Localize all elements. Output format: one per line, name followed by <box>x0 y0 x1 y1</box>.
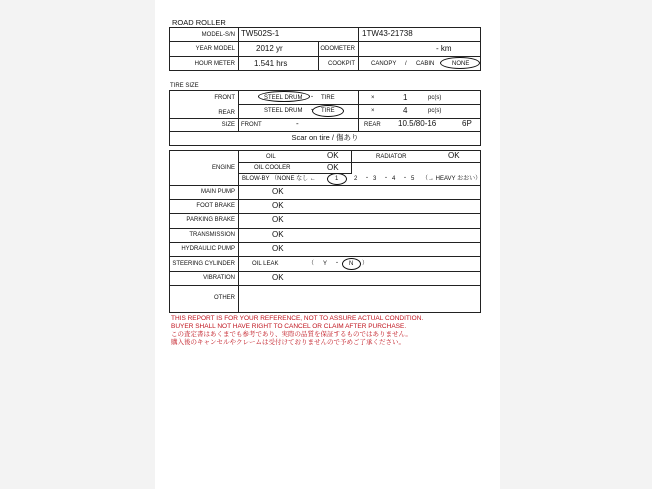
tire-col-divider <box>238 90 239 132</box>
blowby-dot: ・ <box>364 176 371 182</box>
blowby-heavy: （→ HEAVY おおい） <box>422 176 482 182</box>
disclaimer-line-1: THIS REPORT IS FOR YOUR REFERENCE, NOT TO ASSURE ACTUAL CONDITION. <box>171 315 424 322</box>
info-row-divider <box>169 41 481 42</box>
disclaimer-line-2: BUYER SHALL NOT HAVE RIGHT TO CANCEL OR CLAIM AFTER PURCHASE. <box>171 323 407 330</box>
selection-circle <box>258 91 310 102</box>
rear-qty: 4 <box>403 106 408 115</box>
radiator-value: OK <box>448 151 460 160</box>
front-unit: pc(s) <box>428 95 442 101</box>
inspection-table-top-border <box>169 150 481 151</box>
blowby-scale-5: 5 <box>411 176 415 182</box>
size-front-value: - <box>296 119 299 128</box>
oil-leak-yes: Y <box>323 261 328 267</box>
rear-tire-option: TIRE <box>321 108 335 114</box>
inspection-col-divider <box>351 150 352 174</box>
vibration-value: OK <box>272 273 284 282</box>
blowby-label: BLOW-BY （NONE なし ← <box>242 176 316 182</box>
blowby-scale-2: 2 <box>354 176 358 182</box>
size-front-label: FRONT <box>241 122 262 128</box>
oil-leak-paren-close: ） <box>362 261 369 267</box>
steering-cylinder-label: STEERING CYLINDER <box>172 261 235 267</box>
odometer-label: ODOMETER <box>320 46 355 52</box>
info-col-divider <box>318 41 319 70</box>
oil-leak-label: OIL LEAK <box>252 261 279 267</box>
hydraulic-pump-label: HYDRAULIC PUMP <box>181 246 235 252</box>
model-sn-label: MODEL-S/N <box>201 32 235 38</box>
radiator-label: RADIATOR <box>376 154 407 160</box>
inspection-row-divider <box>169 199 481 200</box>
selection-circle <box>342 258 361 270</box>
inspection-row-divider <box>169 185 481 186</box>
front-label: FRONT <box>214 95 235 101</box>
oil-leak-dot: ・ <box>334 261 341 267</box>
selection-circle <box>327 173 347 185</box>
info-col-divider <box>238 27 239 71</box>
disclaimer-line-4: 購入後のキャンセルやクレームは受付けておりませんので予めご了承ください。 <box>171 339 405 346</box>
hour-meter-label: HOUR METER <box>194 61 235 67</box>
tire-size-label: TIRE SIZE <box>170 83 199 89</box>
year-value: 2012 yr <box>256 44 283 53</box>
serial-value: 1TW43-21738 <box>362 29 413 38</box>
oil-value: OK <box>327 151 339 160</box>
size-rear-label: REAR <box>364 122 381 128</box>
hydraulic-pump-value: OK <box>272 244 284 253</box>
main-pump-label: MAIN PUMP <box>200 189 235 195</box>
tire-table-right-border <box>480 90 481 145</box>
foot-brake-label: FOOT BRAKE <box>196 203 235 209</box>
tire-col-divider <box>358 118 359 132</box>
rear-steel-drum: STEEL DRUM <box>264 108 303 114</box>
report-sheet <box>155 0 500 489</box>
info-col-divider <box>358 27 359 71</box>
oil-cooler-label: OIL COOLER <box>254 165 291 171</box>
disclaimer-line-3: この査定書はあくまでも参考であり、実際の品質を保証するものではありません。 <box>171 331 412 338</box>
hour-meter-value: 1.541 hrs <box>254 59 288 68</box>
inspection-col-divider <box>238 150 239 312</box>
year-label: YEAR MODEL <box>195 46 235 52</box>
parking-brake-value: OK <box>272 215 284 224</box>
inspection-table-bottom-border <box>169 312 481 313</box>
cockpit-label: COOKPIT <box>327 61 355 67</box>
inspection-table-left-border <box>169 150 170 312</box>
other-label: OTHER <box>214 295 235 301</box>
inspection-row-divider <box>169 271 481 272</box>
front-times: × <box>371 95 375 101</box>
inspection-row-divider <box>169 256 481 257</box>
rear-unit: pc(s) <box>428 108 442 114</box>
inspection-row-divider <box>169 213 481 214</box>
blowby-scale-3: 3 <box>373 176 377 182</box>
blowby-dot: ・ <box>383 176 390 182</box>
size-label: SIZE <box>221 122 235 128</box>
oil-cooler-value: OK <box>327 163 339 172</box>
front-separator: ・ <box>309 95 316 101</box>
blowby-scale-4: 4 <box>392 176 396 182</box>
transmission-label: TRANSMISSION <box>189 232 235 238</box>
rear-separator: ・ <box>309 108 316 114</box>
transmission-value: OK <box>272 230 284 239</box>
cockpit-cabin: CABIN <box>416 61 435 67</box>
info-table-top-border <box>169 27 481 28</box>
blowby-scale-1: 1 <box>335 176 339 182</box>
blowby-dot: ・ <box>402 176 409 182</box>
foot-brake-value: OK <box>272 201 284 210</box>
rear-times: × <box>371 108 375 114</box>
odometer-value: - km <box>436 44 452 53</box>
tire-table-top-border <box>169 90 481 91</box>
rear-label: REAR <box>218 110 235 116</box>
front-steel-drum: STEEL DRUM <box>264 95 303 101</box>
cockpit-none: NONE <box>452 61 470 67</box>
tire-col-divider <box>358 90 359 118</box>
selection-circle <box>312 105 344 117</box>
size-rear-value: 10.5/80-16 <box>398 119 437 128</box>
main-pump-value: OK <box>272 187 284 196</box>
vibration-label: VIBRATION <box>203 275 235 281</box>
info-table-left-border <box>169 27 170 71</box>
info-table-bottom-border <box>169 70 481 71</box>
tire-row-divider <box>238 104 481 105</box>
oil-leak-no: N <box>349 261 354 267</box>
cockpit-separator: / <box>405 61 407 67</box>
inspection-row-divider <box>238 162 481 163</box>
engine-label: ENGINE <box>211 165 235 171</box>
cockpit-canopy: CANOPY <box>371 61 397 67</box>
tire-table-bottom-border <box>169 145 481 146</box>
size-rear-ply: 6P <box>462 119 472 128</box>
info-row-divider <box>169 56 481 57</box>
info-table-right-border <box>480 27 481 71</box>
oil-leak-paren-open: （ <box>308 261 315 267</box>
front-qty: 1 <box>403 93 408 102</box>
parking-brake-label: PARKING BRAKE <box>186 217 235 223</box>
selection-circle <box>440 57 480 69</box>
scar-note: Scar on tire / 傷あり <box>291 133 359 142</box>
inspection-row-divider <box>169 228 481 229</box>
tire-row-divider <box>169 131 481 132</box>
front-tire-option: TIRE <box>321 95 335 101</box>
oil-label: OIL <box>266 154 276 160</box>
inspection-row-divider <box>169 285 481 286</box>
model-value: TW502S-1 <box>241 29 280 38</box>
inspection-row-divider <box>169 242 481 243</box>
report-title: ROAD ROLLER <box>172 18 226 27</box>
inspection-table-right-border <box>480 150 481 312</box>
